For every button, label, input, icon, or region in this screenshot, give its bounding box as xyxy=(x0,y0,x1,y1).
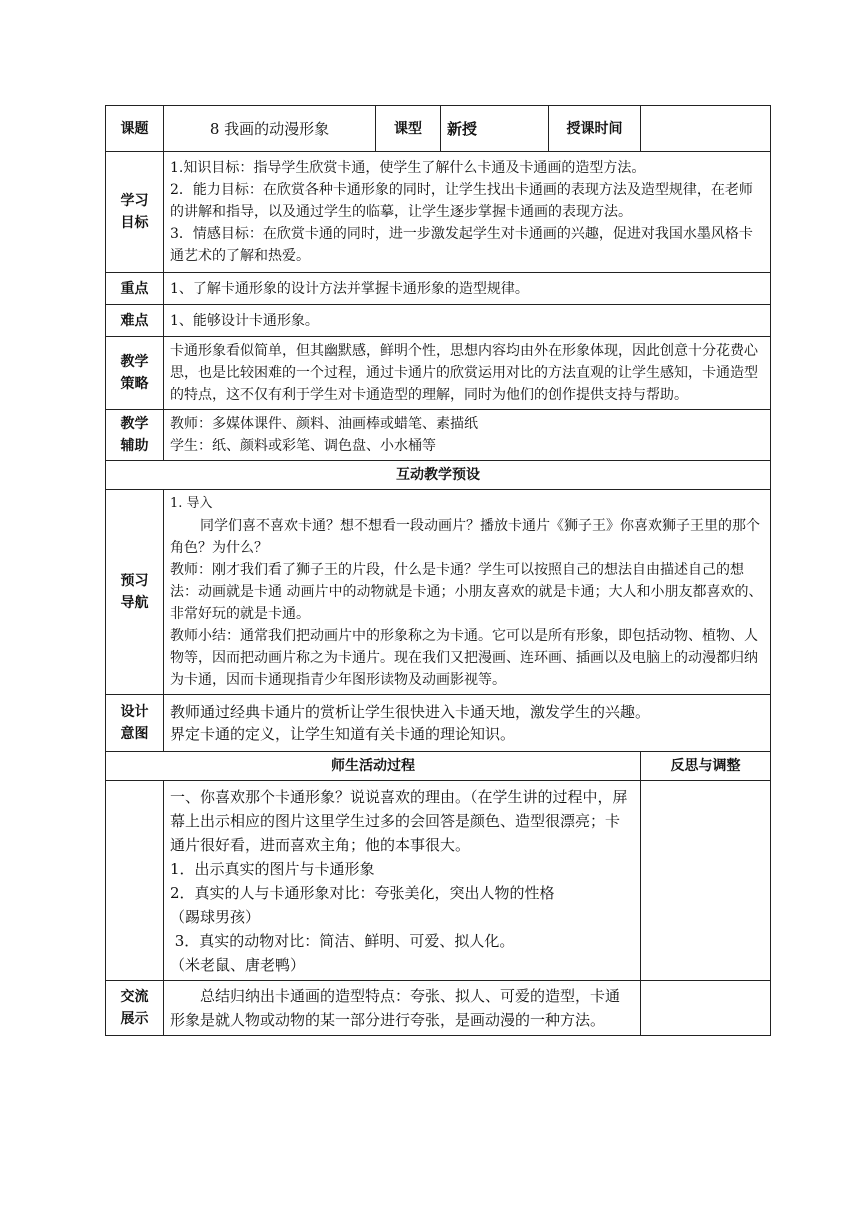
preview-heading: 1. 导入 xyxy=(170,496,213,511)
preview-label xyxy=(106,490,164,695)
objectives-row xyxy=(106,152,771,273)
difficulty-row xyxy=(106,305,771,337)
header-row xyxy=(106,106,771,152)
activity-reflection xyxy=(641,781,771,981)
exchange-row xyxy=(106,981,771,1036)
aids-row xyxy=(106,410,771,461)
type-label: 课型 xyxy=(376,106,441,152)
process-activity-header: 师生活动过程 xyxy=(106,752,641,781)
preview-row xyxy=(106,490,771,695)
strategy-label-line1: 教学 xyxy=(120,354,149,370)
objective-knowledge: 1.知识目标：指导学生欣赏卡通，使学生了解什么卡通及卡通画的造型方法。 xyxy=(170,160,646,176)
activity-row xyxy=(106,781,771,981)
topic-value: 8 我画的动漫形象 xyxy=(164,106,376,152)
activity-line-2: 1．出示真实的图片与卡通形象 xyxy=(170,860,375,878)
activity-line-5: 3．真实的动物对比：简洁、鲜明、可爱、拟人化。 xyxy=(170,932,515,950)
objectives-label xyxy=(106,152,164,273)
process-header-row xyxy=(106,752,771,781)
objective-emotion: 3．情感目标：在欣赏卡通的同时，进一步激发起学生对卡通画的兴趣，促进对我国水墨风格卡通艺术的了解和热爱。 xyxy=(170,226,753,264)
time-value xyxy=(641,106,771,152)
strategy-label xyxy=(106,337,164,410)
interactive-title-row xyxy=(106,461,771,490)
activity-line-1: 一、你喜欢那个卡通形象？说说喜欢的理由。（在学生讲的过程中，屏幕上出示相应的图片这里学生过多的会回答是颜色、造型很漂亮；卡通片很好看，进而喜欢主角；他的本事很大。 xyxy=(170,788,628,854)
preview-content xyxy=(164,490,771,695)
key-point-text: 1、了解卡通形象的设计方法并掌握卡通形象的造型规律。 xyxy=(164,273,771,305)
exchange-text: 总结归纳出卡通画的造型特点：夸张、拟人、可爱的造型，卡通形象是就人物或动物的某一部分进行夸张，是画动漫的一种方法。 xyxy=(164,981,641,1036)
strategy-label-line2: 策略 xyxy=(120,376,149,392)
intent-line-2: 界定卡通的定义，让学生知道有关卡通的理论知识。 xyxy=(170,725,516,743)
aids-student: 学生：纸、颜料或彩笔、调色盘、小水桶等 xyxy=(170,438,436,454)
objectives-label-line1: 学习 xyxy=(120,193,149,209)
key-point-label: 重点 xyxy=(106,273,164,305)
aids-label xyxy=(106,410,164,461)
exchange-label-line2: 展示 xyxy=(120,1011,149,1027)
process-reflection-header: 反思与调整 xyxy=(641,752,771,781)
aids-content xyxy=(164,410,771,461)
intent-line-1: 教师通过经典卡通片的赏析让学生很快进入卡通天地，激发学生的兴趣。 xyxy=(170,703,651,721)
type-value: 新授 xyxy=(441,106,549,152)
intent-label-line1: 设计 xyxy=(120,704,149,720)
topic-label: 课题 xyxy=(106,106,164,152)
difficulty-text: 1、能够设计卡通形象。 xyxy=(164,305,771,337)
objectives-content xyxy=(164,152,771,273)
key-point-row xyxy=(106,273,771,305)
preview-paragraph-2: 教师：刚才我们看了狮子王的片段，什么是卡通？学生可以按照自己的想法自由描述自己的想法：动画就是卡通 动画片中的动物就是卡通；小朋友喜欢的就是卡通；大人和小朋友都喜欢的、非常好玩的就是卡通。 xyxy=(170,562,763,622)
lesson-plan-table xyxy=(105,105,771,1036)
exchange-label xyxy=(106,981,164,1036)
aids-teacher: 教师：多媒体课件、颜料、油画棒或蜡笔、素描纸 xyxy=(170,416,478,432)
intent-content xyxy=(164,695,771,752)
strategy-row xyxy=(106,337,771,410)
intent-row xyxy=(106,695,771,752)
objectives-label-line2: 目标 xyxy=(120,215,149,231)
preview-label-line2: 导航 xyxy=(120,595,149,611)
interactive-title: 互动教学预设 xyxy=(106,461,771,490)
activity-content xyxy=(164,781,641,981)
exchange-label-line1: 交流 xyxy=(120,989,149,1005)
activity-line-6: （米老鼠、唐老鸭） xyxy=(170,956,306,974)
intent-label-line2: 意图 xyxy=(120,726,149,742)
preview-label-line1: 预习 xyxy=(120,573,149,589)
activity-line-3: 2．真实的人与卡通形象对比：夸张美化，突出人物的性格 xyxy=(170,884,555,902)
time-label: 授课时间 xyxy=(549,106,641,152)
aids-label-line1: 教学 xyxy=(120,416,149,432)
intent-label xyxy=(106,695,164,752)
strategy-text: 卡通形象看似简单，但其幽默感，鲜明个性，思想内容均由外在形象体现，因此创意十分花费心思，也是比较困难的一个过程，通过卡通片的欣赏运用对比的方法直观的让学生感知，卡通造型的特点，这不仅有利于学生对卡通造型的理解，同时为他们的创作提供支持与帮助。 xyxy=(164,337,771,410)
difficulty-label: 难点 xyxy=(106,305,164,337)
preview-paragraph-1: 同学们喜不喜欢卡通？想不想看一段动画片？播放卡通片《狮子王》你喜欢狮子王里的那个角色？为什么？ xyxy=(170,518,760,556)
activity-label-empty xyxy=(106,781,164,981)
aids-label-line2: 辅助 xyxy=(120,438,149,454)
preview-paragraph-3: 教师小结：通常我们把动画片中的形象称之为卡通。它可以是所有形象，即包括动物、植物、人物等，因而把动画片称之为卡通片。现在我们又把漫画、连环画、插画以及电脑上的动漫都归纳为卡通，因而卡通现指青少年图形读物及动画影视等。 xyxy=(170,628,758,688)
activity-line-4: （踢球男孩） xyxy=(170,908,261,926)
objective-ability: 2．能力目标：在欣赏各种卡通形象的同时，让学生找出卡通画的表现方法及造型规律，在老师的讲解和指导，以及通过学生的临摹，让学生逐步掌握卡通画的表现方法。 xyxy=(170,182,753,220)
exchange-reflection xyxy=(641,981,771,1036)
